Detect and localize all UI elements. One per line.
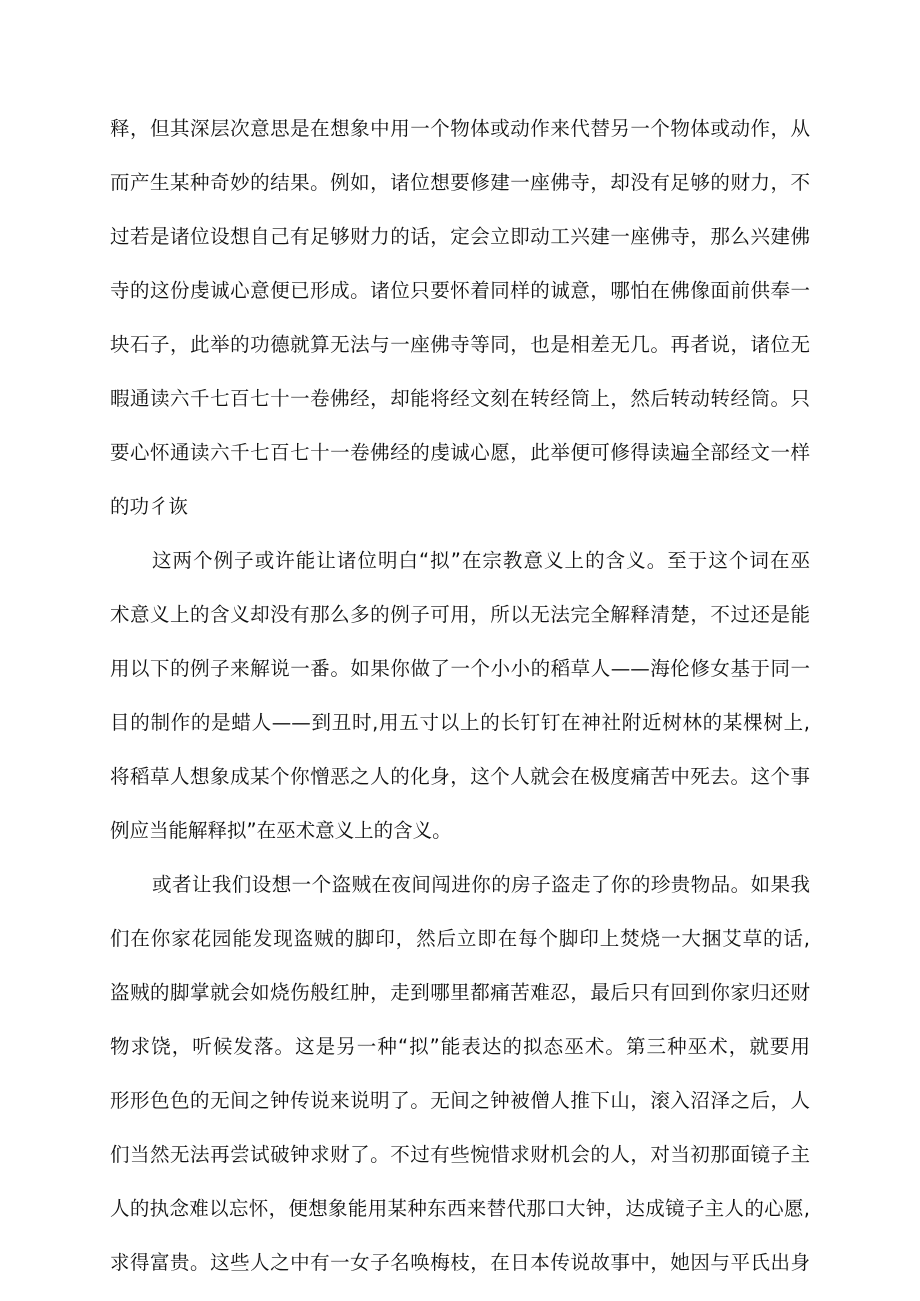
paragraph-1-line-7: 要心怀通读六千七百七十一卷佛经的虔诚心愿，此举便可修得读遍全部经文一样	[110, 441, 810, 464]
paragraph-3-line-5: 形形色色的无间之钟传说来说明了。无间之钟被僧人推下山，滚入沼泽之后，人	[110, 1089, 810, 1112]
paragraph-3-line-1: 或者让我们设想一个盗贼在夜间闯进你的房子盗走了你的珍贵物品。如果我	[152, 873, 810, 896]
paragraph-1-line-6: 暇通读六千七百七十一卷佛经，却能将经文刻在转经筒上，然后转动转经筒。只	[110, 387, 810, 410]
paragraph-2-line-5: 将稻草人想象成某个你憎恶之人的化身，这个人就会在极度痛苦中死去。这个事	[110, 765, 810, 788]
paragraph-1-line-8: 的功彳诙	[110, 495, 189, 518]
paragraph-2-line-3: 用以下的例子来解说一番。如果你做了一个小小的稻草人——海伦修女基于同一	[110, 657, 810, 680]
paragraph-3-line-6: 们当然无法再尝试破钟求财了。不过有些惋惜求财机会的人，对当初那面镜子主	[110, 1143, 810, 1166]
paragraph-2-line-6: 例应当能解释拟”在巫术意义上的含义。	[110, 819, 452, 842]
paragraph-2-line-4: 目的制作的是蜡人——到丑时,用五寸以上的长钉钉在神社附近树林的某棵树上,	[110, 711, 810, 734]
paragraph-1-line-2: 而产生某种奇妙的结果。例如，诸位想要修建一座佛寺，却没有足够的财力，不	[110, 171, 810, 194]
paragraph-3-line-2: 们在你家花园能发现盗贼的脚印，然后立即在每个脚印上焚烧一大捆艾草的话,	[110, 927, 810, 950]
paragraph-1-line-1: 释，但其深层次意思是在想象中用一个物体或动作来代替另一个物体或动作，从	[110, 117, 810, 140]
paragraph-2-line-2: 术意义上的含义却没有那么多的例子可用，所以无法完全解释清楚，不过还是能	[110, 603, 810, 626]
paragraph-1-line-4: 寺的这份虔诚心意便已形成。诸位只要怀着同样的诚意，哪怕在佛像面前供奉一	[110, 279, 810, 302]
paragraph-3-line-3: 盗贼的脚掌就会如烧伤般红肿，走到哪里都痛苦难忍，最后只有回到你家归还财	[110, 981, 810, 1004]
paragraph-1-line-3: 过若是诸位设想自己有足够财力的话，定会立即动工兴建一座佛寺，那么兴建佛	[110, 225, 810, 248]
paragraph-2-line-1: 这两个例子或许能让诸位明白“拟”在宗教意义上的含义。至于这个词在巫	[152, 549, 810, 572]
paragraph-3-line-7: 人的执念难以忘怀，便想象能用某种东西来替代那口大钟，达成镜子主人的心愿,	[110, 1197, 810, 1220]
paragraph-1-line-5: 块石子，此举的功德就算无法与一座佛寺等同，也是相差无几。再者说，诸位无	[110, 333, 810, 356]
paragraph-3-line-8: 求得富贵。这些人之中有一女子名唤梅枝，在日本传说故事中，她因与平氏出身	[110, 1251, 810, 1274]
paragraph-3-line-4: 物求饶，听候发落。这是另一种“拟”能表达的拟态巫术。第三种巫术，就要用	[110, 1035, 810, 1058]
